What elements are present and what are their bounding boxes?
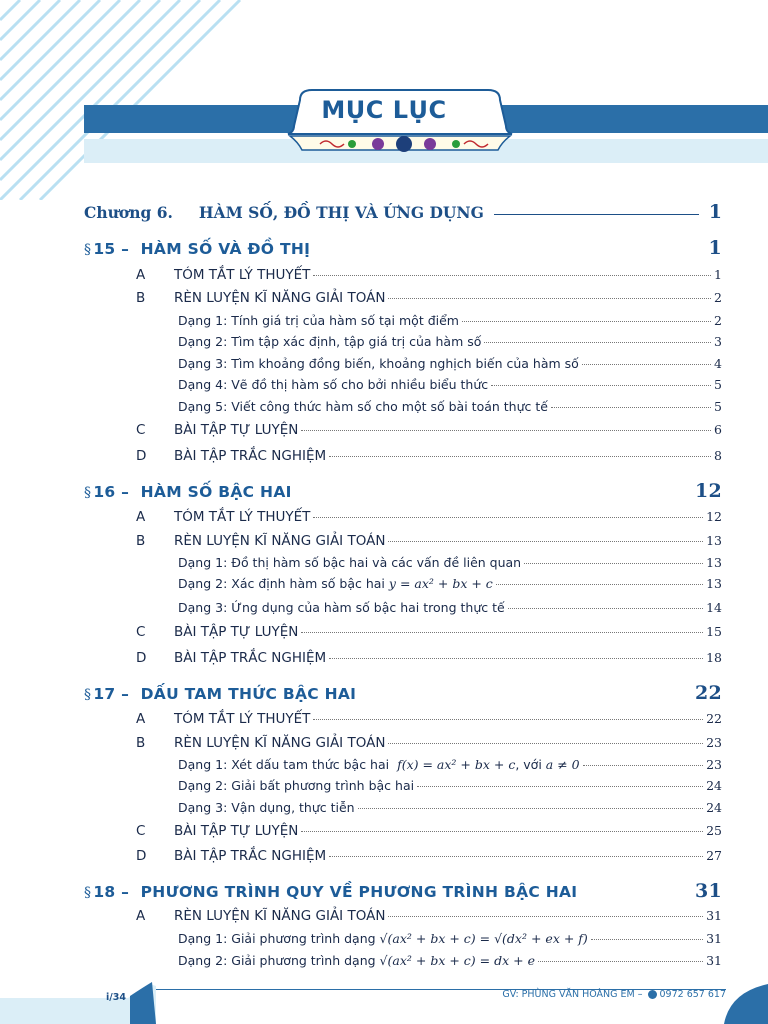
sub-page: 22 [706, 711, 722, 726]
toc-sub-entry[interactable] [136, 735, 722, 751]
toc-sub-entry[interactable] [136, 823, 722, 839]
toc-dang-entry[interactable] [178, 356, 722, 371]
sub-title: RÈN LUYỆN KĨ NĂNG GIẢI TOÁN [174, 735, 386, 751]
toc-sub-entry[interactable] [136, 624, 722, 640]
dang-title: Dạng 1: Đồ thị hàm số bậc hai và các vấn đề liên quan [178, 555, 522, 570]
section-symbol: § [84, 885, 92, 901]
chapter-number: Chương 6. [84, 203, 173, 222]
section-number: 18 – [93, 883, 130, 901]
dang-page: 24 [706, 800, 722, 815]
section-symbol: § [84, 242, 92, 258]
dang-title: Dạng 3: Vận dụng, thực tiễn [178, 800, 355, 815]
toc-dang-entry[interactable] [178, 313, 722, 328]
toc-dang-entry[interactable] [178, 953, 722, 968]
toc-dang-entry[interactable] [178, 800, 722, 815]
dang-title: Dạng 1: Tính giá trị của hàm số tại một điểm [178, 313, 459, 328]
sub-page: 6 [714, 422, 722, 437]
dang-page: 14 [706, 600, 722, 615]
section-title: DẤU TAM THỨC BẬC HAI [140, 685, 357, 703]
dang-page: 5 [714, 377, 722, 392]
dang-page: 31 [706, 953, 722, 968]
toc-sub-entry[interactable] [136, 290, 722, 306]
section-number: 15 – [93, 240, 130, 258]
footer-phone: 0972 657 617 [659, 989, 726, 1000]
sub-title: BÀI TẬP TRẮC NGHIỆM [174, 650, 327, 666]
dang-title: Dạng 2: Tìm tập xác định, tập giá trị của hàm số [178, 334, 482, 349]
toc-sub-entry[interactable] [136, 650, 722, 666]
dang-page: 4 [714, 356, 722, 371]
sub-page: 23 [706, 735, 722, 750]
dang-title: Dạng 5: Viết công thức hàm số cho một số bài toán thực tế [178, 399, 548, 414]
sub-page: 31 [706, 908, 722, 923]
sub-letter: A [136, 711, 146, 727]
sub-title: RÈN LUYỆN KĨ NĂNG GIẢI TOÁN [174, 290, 386, 306]
sub-title: BÀI TẬP TỰ LUYỆN [174, 823, 299, 839]
chapter-page: 1 [708, 201, 722, 223]
toc-sub-entry[interactable] [136, 711, 722, 727]
sub-letter: D [136, 448, 147, 464]
toc-dang-entry[interactable] [178, 555, 722, 570]
footer-author [502, 989, 726, 1000]
sub-page: 27 [706, 848, 722, 863]
section-title: PHƯƠNG TRÌNH QUY VỀ PHƯƠNG TRÌNH BẬC HAI [140, 883, 578, 901]
sub-page: 18 [706, 650, 722, 665]
section-symbol: § [84, 687, 92, 703]
section-page: 31 [694, 880, 722, 902]
sub-title: RÈN LUYỆN KĨ NĂNG GIẢI TOÁN [174, 908, 386, 924]
section-number: 17 – [93, 685, 130, 703]
sub-title: BÀI TẬP TRẮC NGHIỆM [174, 448, 327, 464]
dang-page: 2 [714, 313, 722, 328]
footer-tab [0, 980, 160, 1024]
sub-page: 13 [706, 533, 722, 548]
sub-title: BÀI TẬP TỰ LUYỆN [174, 624, 299, 640]
toc-dang-entry[interactable] [178, 931, 722, 946]
sub-letter: C [136, 422, 146, 438]
sub-letter: D [136, 848, 147, 864]
sub-letter: A [136, 908, 146, 924]
sub-page: 1 [714, 267, 722, 282]
chapter-entry[interactable] [84, 201, 722, 223]
sub-letter: A [136, 509, 146, 525]
dang-formula: √(ax² + bx + c) = dx + e [379, 953, 535, 968]
sub-letter: B [136, 290, 146, 306]
dang-formula: √(ax² + bx + c) = √(dx² + ex + f) [379, 931, 588, 946]
sub-title: TÓM TẮT LÝ THUYẾT [174, 509, 311, 525]
dang-suffix: , với [515, 757, 542, 772]
footer-corner-arc [720, 984, 768, 1024]
dang-title: Dạng 1: Giải phương trình dạng [178, 931, 376, 946]
footer-page-number: i/34 [106, 992, 126, 1003]
section-page: 1 [708, 237, 722, 259]
dang-page: 3 [714, 334, 722, 349]
dang-formula-2: a ≠ 0 [545, 757, 580, 772]
toc-sub-entry[interactable] [136, 422, 722, 438]
dang-formula: f(x) = ax² + bx + c [397, 757, 516, 772]
sub-title: TÓM TẮT LÝ THUYẾT [174, 267, 311, 283]
footer-author-name: GV: PHÙNG VĂN HOÀNG EM – [502, 989, 643, 1000]
sub-page: 25 [706, 823, 722, 838]
toc-dang-entry[interactable] [178, 399, 722, 414]
chapter-title: HÀM SỐ, ĐỒ THỊ VÀ ỨNG DỤNG [198, 203, 484, 222]
sub-letter: B [136, 735, 146, 751]
sub-title: BÀI TẬP TRẮC NGHIỆM [174, 848, 327, 864]
section-page: 12 [694, 480, 722, 502]
dang-page: 5 [714, 399, 722, 414]
sub-title: BÀI TẬP TỰ LUYỆN [174, 422, 299, 438]
sub-letter: C [136, 624, 146, 640]
dang-title: Dạng 3: Ứng dụng của hàm số bậc hai trong thực tế [178, 600, 505, 615]
dang-formula: y = ax² + bx + c [388, 576, 493, 591]
section-symbol: § [84, 485, 92, 501]
toc-sub-entry[interactable] [136, 509, 722, 525]
section-page: 22 [694, 682, 722, 704]
toc-dang-entry[interactable] [178, 334, 722, 349]
phone-icon [648, 990, 657, 999]
section-entry[interactable] [84, 237, 722, 259]
section-number: 16 – [93, 483, 130, 501]
dang-title: Dạng 3: Tìm khoảng đồng biến, khoảng nghịch biến của hàm số [178, 356, 579, 371]
toc-dang-entry[interactable] [178, 757, 722, 772]
toc-sub-entry[interactable] [136, 448, 722, 464]
sub-page: 2 [714, 290, 722, 305]
dang-title: Dạng 4: Vẽ đồ thị hàm số cho bởi nhiều biểu thức [178, 377, 489, 392]
section-entry[interactable] [84, 682, 722, 704]
sub-letter: C [136, 823, 146, 839]
toc-sub-entry[interactable] [136, 908, 722, 924]
dang-title: Dạng 2: Giải bất phương trình bậc hai [178, 778, 415, 793]
sub-letter: D [136, 650, 147, 666]
section-title: HÀM SỐ VÀ ĐỒ THỊ [140, 240, 311, 258]
sub-page: 8 [714, 448, 722, 463]
dang-page: 31 [706, 931, 722, 946]
section-entry[interactable] [84, 880, 722, 902]
sub-page: 15 [706, 624, 722, 639]
toc-sub-entry[interactable] [136, 267, 722, 283]
toc-dang-entry[interactable] [178, 576, 722, 591]
sub-page: 12 [706, 509, 722, 524]
dang-title: Dạng 2: Xác định hàm số bậc hai [178, 576, 385, 591]
section-title: HÀM SỐ BẬC HAI [140, 483, 292, 501]
sub-title: TÓM TẮT LÝ THUYẾT [174, 711, 311, 727]
toc-dang-entry[interactable] [178, 778, 722, 793]
dang-page: 24 [706, 778, 722, 793]
toc-sub-entry[interactable] [136, 533, 722, 549]
sub-letter: B [136, 533, 146, 549]
dang-page: 13 [706, 576, 722, 591]
dang-page: 23 [706, 757, 722, 772]
sub-letter: A [136, 267, 146, 283]
toc-dang-entry[interactable] [178, 600, 722, 615]
section-entry[interactable] [84, 480, 722, 502]
dang-title: Dạng 2: Giải phương trình dạng [178, 953, 376, 968]
sub-title: RÈN LUYỆN KĨ NĂNG GIẢI TOÁN [174, 533, 386, 549]
toc-sub-entry[interactable] [136, 848, 722, 864]
toc-dang-entry[interactable] [178, 377, 722, 392]
page-title: MỤC LỤC [321, 96, 447, 124]
dang-page: 13 [706, 555, 722, 570]
chapter-rule [494, 213, 699, 215]
dang-title: Dạng 1: Xét dấu tam thức bậc hai [178, 757, 390, 772]
